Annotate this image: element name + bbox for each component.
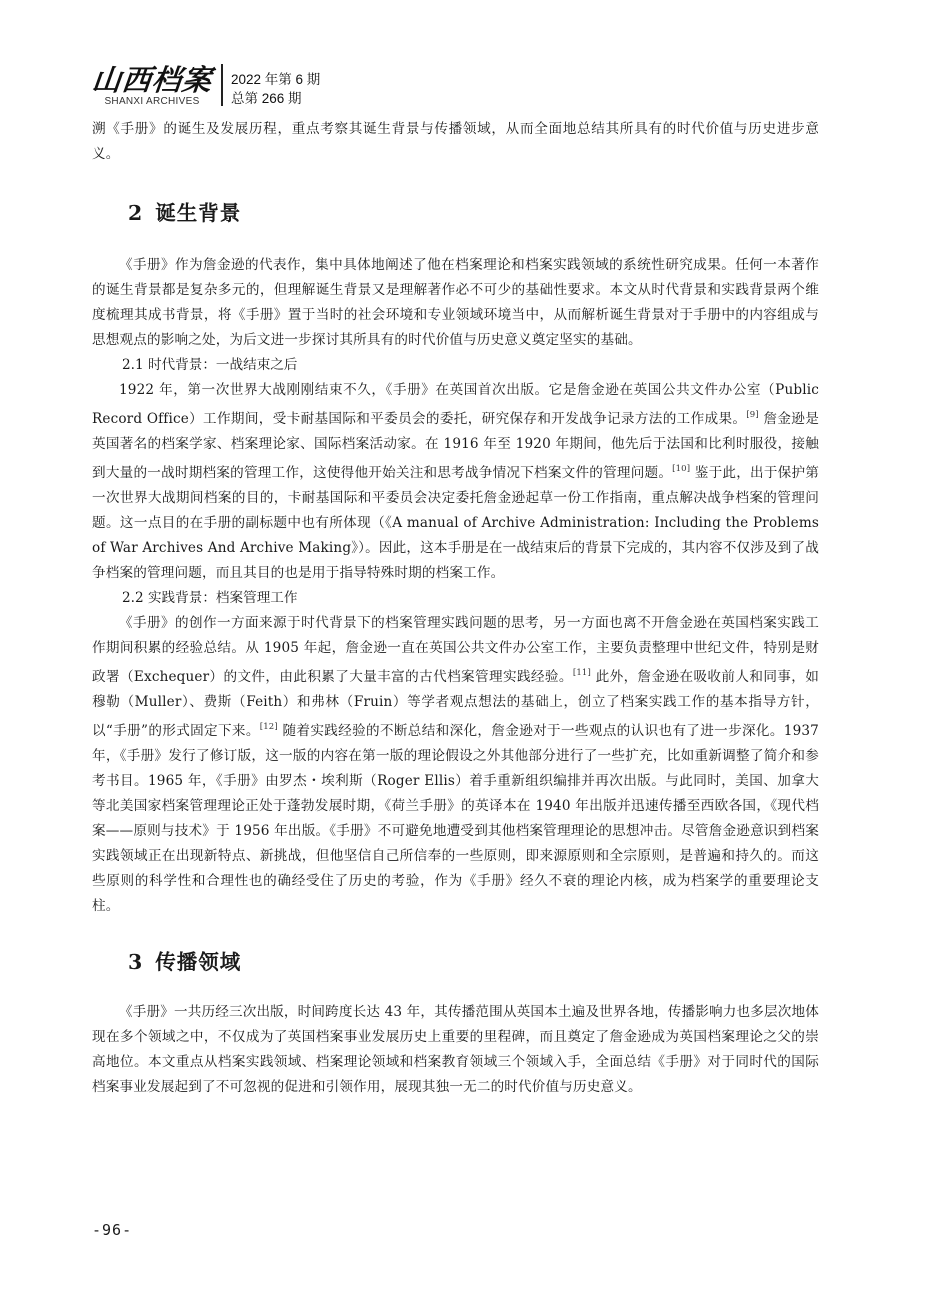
section-2-number: 2 — [128, 201, 144, 225]
issue-number: 2022 年第 6 期 — [231, 72, 321, 87]
text-run: 鉴于此，出于保护第一次世界大战期间档案的目的，卡耐基国际和平委员会决定委托詹金逊起草一份工作指南，重点解决战争档案的管理问题。这一点目的在手册的副标题中也有所体现（《A manual of Archive Administration: Including the Problems of War Archives And Archive Making》）。因此，这本手册是在一战结束后的背景下完成的，其内容不仅涉及到了战争档案的管理问题，而且其目的也是用于指导特殊时期的档案工作。 — [92, 465, 820, 581]
citation-11[interactable]: [11] — [572, 668, 591, 678]
section-2-heading: 诞生背景 — [155, 201, 242, 225]
citation-9[interactable]: [9] — [746, 410, 759, 420]
subsection-2-1-title: 2.1 时代背景：一战结束之后 — [122, 357, 298, 373]
issue-total: 总第 266 期 — [231, 91, 302, 106]
section-3-heading: 传播领域 — [155, 950, 242, 974]
section-3-number: 3 — [128, 950, 144, 974]
journal-header — [92, 62, 320, 108]
text-run: 随着实践经验的不断总结和深化，詹金逊对于一些观点的认识也有了进一步深化。1937 年，《手册》发行了修订版，这一版的内容在第一版的理论假设之外其他部分进行了一些扩充，比如重新调整了简介和参考书目。1965 年，《手册》由罗杰・埃利斯（Roger Ellis）着手重新组织编排并再次出版。与此同时，美国、加拿大等北美国家档案管理理论正处于蓬勃发展时期，《荷兰手册》的英译本在 1940 年出版并迅速传播至西欧各国，《现代档案——原则与技术》于 1956 年出版。《手册》不可避免地遭受到其他档案管理理论的思想冲击。尽管詹金逊意识到档案实践领域正在出现新特点、新挑战，但他坚信自己所信奉的一些原则，即来源原则和全宗原则，是普遍和持久的。而这些原则的科学性和合理性也的确经受住了历史的考验，作为《手册》经久不衰的理论内核，成为档案学的重要理论支柱。 — [92, 723, 819, 914]
citation-12[interactable]: [12] — [259, 722, 278, 732]
header-divider — [221, 64, 223, 106]
journal-logo — [92, 65, 212, 108]
section-2-2-paragraph — [92, 611, 819, 919]
section-2-1-paragraph — [92, 378, 819, 586]
issue-info — [231, 70, 320, 108]
section-3-title — [92, 945, 819, 975]
logo-calligraphy: 山西档案 — [90, 63, 214, 97]
subsection-2-2-title: 2.2 实践背景：档案管理工作 — [122, 590, 298, 606]
section-2-paragraph-1: 《手册》作为詹金逊的代表作，集中具体地阐述了他在档案理论和档案实践领域的系统性研究成果。任何一本著作的诞生背景都是复杂多元的，但理解诞生背景又是理解著作必不可少的基础性要求。本文从时代背景和实践背景两个维度梳理其成书背景，将《手册》置于当时的社会环境和专业领域环境当中，从而解析诞生背景对于手册中的内容组成与思想观点的影响之处，为后文进一步探讨其所具有的时代价值与历史意义奠定坚实的基础。 — [92, 257, 819, 348]
text-run: 此外，詹金逊在吸收前人和同事，如穆勒（Muller）、费斯（Feith）和弗林（Fruin）等学者观点想法的基础上，创立了档案实践工作的基本指导方针，以“手册”的形式固定下来。 — [92, 669, 819, 739]
text-run: 1922 年，第一次世界大战刚刚结束不久，《手册》在英国首次出版。它是詹金逊在英国公共文件办公室（Public Record Office）工作期间，受卡耐基国际和平委员会的委托，研究保存和开发战争记录方法的工作成果。 — [92, 382, 819, 427]
logo-english: SHANXI ARCHIVES — [104, 96, 200, 107]
text-run: 詹金逊是英国著名的档案学家、档案理论家、国际档案活动家。在 1916 年至 1920 年期间，他先后于法国和比利时服役，接触到大量的一战时期档案的管理工作，这使得他开始关注和思考战争情况下档案文件的管理问题。 — [92, 411, 819, 481]
intro-paragraph: 溯《手册》的诞生及发展历程，重点考察其诞生背景与传播领域，从而全面地总结其所具有的时代价值与历史进步意义。 — [92, 121, 819, 162]
citation-10[interactable]: [10] — [672, 464, 691, 474]
page-number: -96- — [92, 1221, 133, 1239]
article-body — [92, 117, 819, 1100]
text-run: 《手册》的创作一方面来源于时代背景下的档案管理实践问题的思考，另一方面也离不开詹金逊在英国档案实践工作期间积累的经验总结。从 1905 年起，詹金逊一直在英国公共文件办公室工作，主要负责整理中世纪文件，特别是财政署（Exchequer）的文件，由此积累了大量丰富的古代档案管理实践经验。 — [92, 615, 819, 685]
section-3-paragraph-1: 《手册》一共历经三次出版，时间跨度长达 43 年，其传播范围从英国本土遍及世界各地，传播影响力也多层次地体现在多个领域之中，不仅成为了英国档案事业发展历史上重要的里程碑，而且奠定了詹金逊成为英国档案理论之父的崇高地位。本文重点从档案实践领域、档案理论领域和档案教育领域三个领域入手，全面总结《手册》对于同时代的国际档案事业发展起到了不可忽视的促进和引领作用，展现其独一无二的时代价值与历史意义。 — [92, 1004, 819, 1095]
section-2-title — [92, 196, 819, 226]
